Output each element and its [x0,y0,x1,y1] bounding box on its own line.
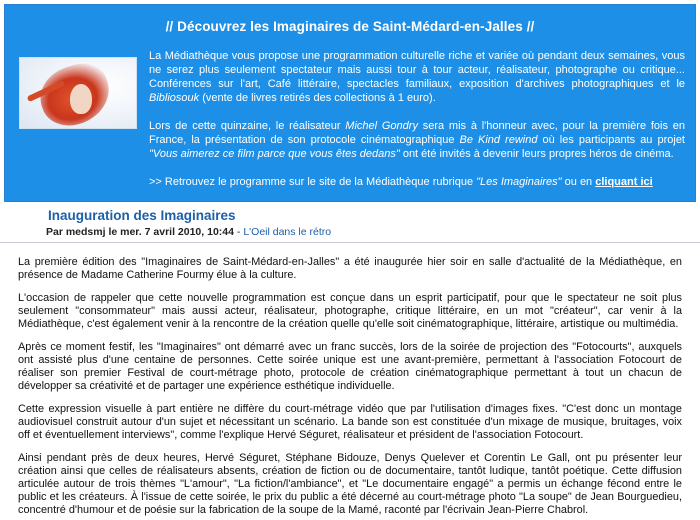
banner-photo [19,57,137,129]
article-meta [46,226,331,238]
article-paragraph: Après ce moment festif, les "Imaginaires" ont démarré avec un franc succès, lors de la soirée de projection des "Fotocourts", auxquels ont assisté plus d'une centaine de personnes. Cette soirée unique est une avant-première, permettant à l'association Fotocourt de réaliser son premier Festival de court-métrage photo, protocole de création cinématographique permettant à tout un chacun de développer sa créativité et de partager une expérience esthétique individuelle. [18,341,682,392]
banner-title: // Découvrez les Imaginaires de Saint-Médard-en-Jalles // [165,19,535,34]
banner-p3-section: "Les Imaginaires" [476,176,562,188]
banner-paragraph-1 [149,49,685,105]
banner-p2-text-c: où les participants au projet [537,134,685,146]
banner-p3-text-a: >> Retrouvez le programme sur le site de la Médiathèque rubrique [149,176,477,188]
click-here-link[interactable]: cliquant ici [595,176,653,188]
meta-separator: - [233,226,244,238]
article-paragraph: Ainsi pendant près de deux heures, Hervé Séguret, Stéphane Bidouze, Denys Quelever et Corentin Le Gall, ont pu présenter leur création ainsi que celles de réalisateurs absents, création de fiction ou de documentaire, tantôt ludique, tantôt poétique. Cette diffusion articulée autour de trois thèmes "L'amour", "La fiction/l'ambiance", et "Le documentaire engagé" a permis un échange fécond entre le public et les créateurs. À l'issue de cette soirée, le prix du public a été décerné au court-métrage photo "La soupe" de Jean Bourguedieu, concentré d'humour et de poésie sur la fabrication de la soupe de la Mamé, raconté par l'écrivain Jean-Pierre Chabrol. [18,452,682,516]
banner-p1-emphasis: Bibliosouk [149,92,200,104]
banner-p2-project: "Vous aimerez ce film parce que vous êtes dedans" [149,148,400,160]
article-paragraph: La première édition des "Imaginaires de Saint-Médard-en-Jalles" a été inaugurée hier soir en salle d'actualité de la Médiathèque, en présence de Madame Catherine Fourmy élue à la culture. [18,256,682,281]
article-category-link[interactable]: L'Oeil dans le rétro [243,226,332,238]
banner-text [149,49,685,203]
banner-paragraph-2 [149,119,685,161]
banner-p2-text-b: sera mis à l'honneur avec, pour la première fois en France, la présentation de son protocole cinématographique [149,120,686,146]
photo-face-shape [70,84,92,114]
banner-p1-text-b: (vente de livres retirés des collections à 1 euro). [199,92,436,104]
banner-p2-text-a: Lors de cette quinzaine, le réalisateur [149,120,346,132]
banner-p3-text-b: ou en [561,176,596,188]
article-paragraph: L'occasion de rappeler que cette nouvelle programmation est conçue dans un esprit participatif, pour que le spectateur ne soit plus seulement "consommateur" mais aussi acteur, réalisateur, photographe, critique littéraire, en un mot "créateur", car venir à la Médiathèque, c'est également venir à la rencontre de la création quelle qu'elle soit cinématographique, littéraire, artistique ou multimédia. [18,292,682,330]
divider [0,242,700,243]
banner-paragraph-3 [149,175,685,189]
article-body [18,256,682,520]
banner-p2-film: Be Kind rewind [459,134,538,146]
imaginaires-banner [4,4,696,202]
article-title[interactable]: Inauguration des Imaginaires [48,208,236,223]
banner-p2-director: Michel Gondry [345,120,418,132]
article-byline: Par medsmj le mer. 7 avril 2010, 10:44 [46,226,234,238]
banner-p2-text-d: ont été invités à devenir leurs propres héros de cinéma. [399,148,674,160]
banner-p1-text-a: La Médiathèque vous propose une programmation culturelle riche et variée où pendant deux semaines, vous ne serez plus seulement spectateur mais aussi tour à tour acteur, réalisateur, photographe ou critique... Conférences sur l'art, Café littéraire, spectacles familiaux, exposition d'archives photographiques et le [149,50,685,90]
article-paragraph: Cette expression visuelle à part entière ne diffère du court-métrage vidéo que par l'utilisation d'images fixes. "C'est donc un montage audiovisuel construit autour d'un sujet et nécessitant un scénario. La bande son est constituée d'un mixage de musique, bruitages, voix off et éventuellement interviews", comme l'explique Hervé Séguret, réalisateur et président de l'association Fotocourt. [18,403,682,441]
